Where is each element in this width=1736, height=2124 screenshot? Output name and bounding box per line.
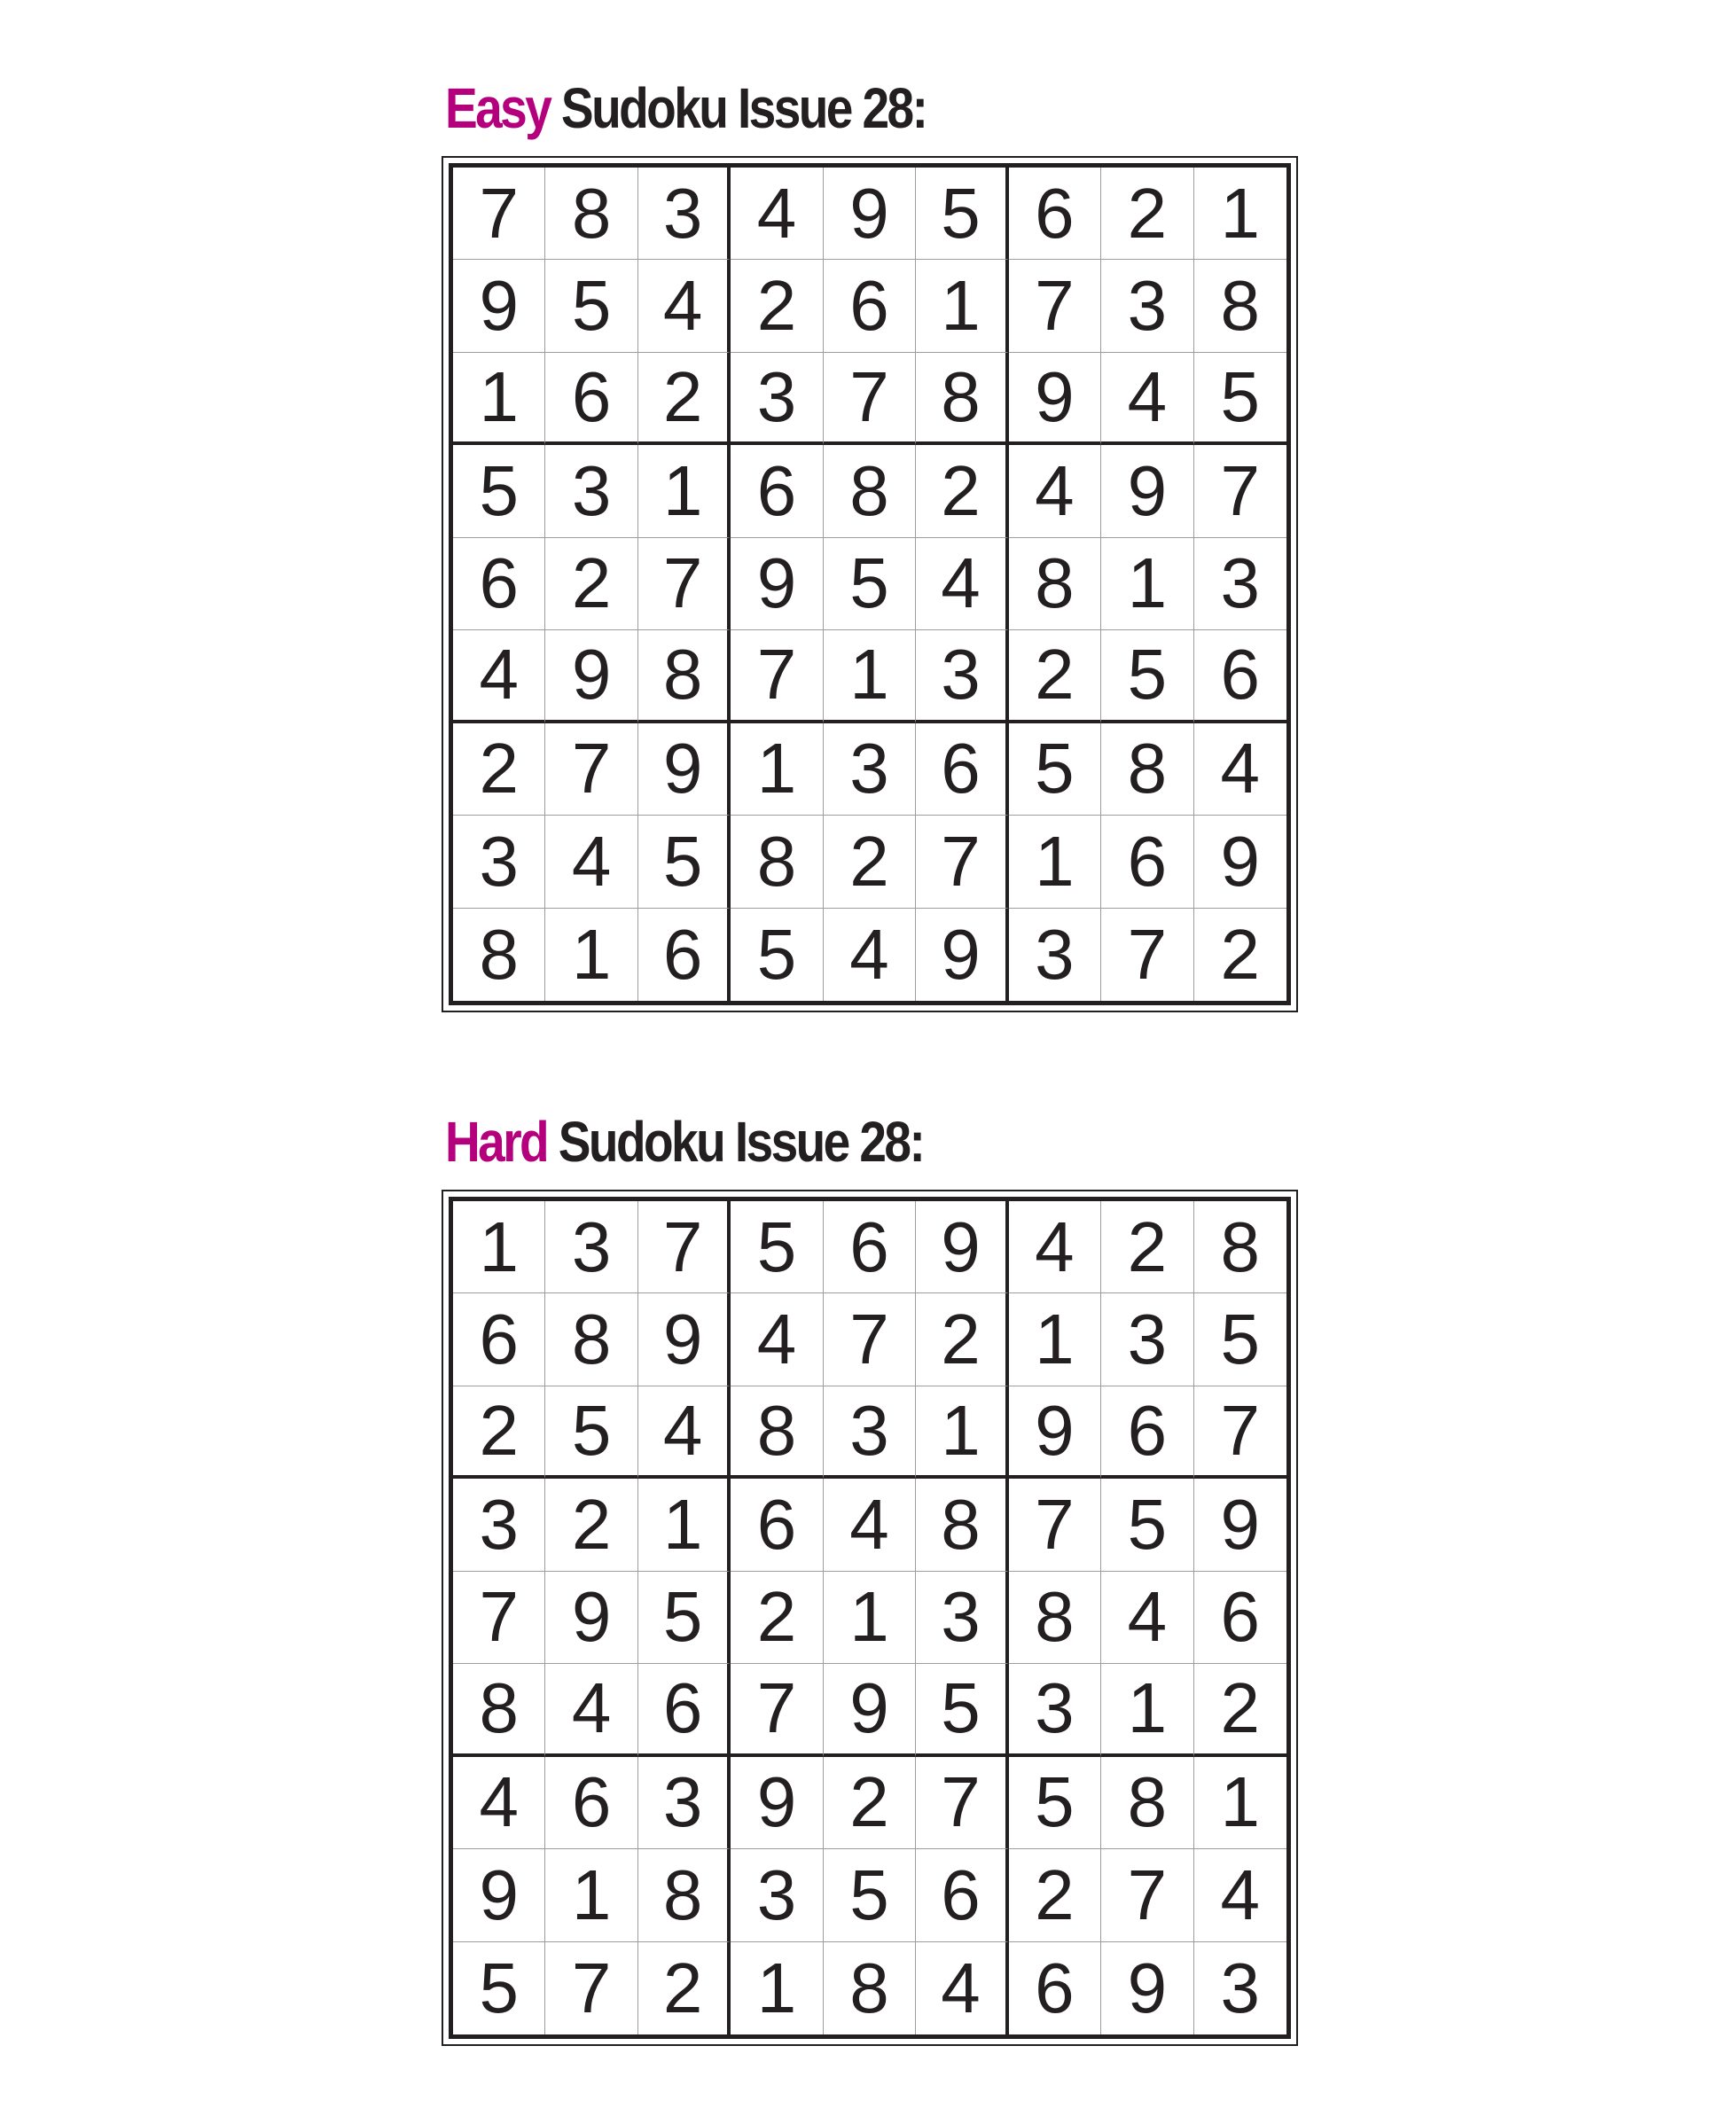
sudoku-cell-r5-c5: 1 (824, 1572, 916, 1664)
sudoku-cell-r1-c1: 7 (453, 168, 545, 260)
sudoku-cell-r1-c5: 9 (824, 168, 916, 260)
sudoku-cell-r8-c9: 9 (1194, 816, 1286, 908)
sudoku-cell-r6-c6: 5 (916, 1664, 1008, 1756)
sudoku-cell-r2-c7: 7 (1009, 260, 1101, 352)
sudoku-cell-r8-c7: 2 (1009, 1849, 1101, 1941)
sudoku-cell-r6-c8: 5 (1101, 630, 1193, 722)
sudoku-cell-r8-c9: 4 (1194, 1849, 1286, 1941)
sudoku-cell-r8-c8: 7 (1101, 1849, 1193, 1941)
sudoku-cell-r5-c1: 6 (453, 538, 545, 630)
sudoku-cell-r2-c5: 7 (824, 1293, 916, 1386)
sudoku-cell-r7-c5: 2 (824, 1757, 916, 1849)
sudoku-cell-r9-c1: 8 (453, 909, 545, 1001)
sudoku-cell-r9-c9: 2 (1220, 914, 1261, 994)
difficulty-label: Easy (445, 76, 551, 140)
sudoku-cell-r6-c5: 1 (824, 630, 916, 722)
sudoku-cell-r9-c9: 3 (1220, 1948, 1261, 2027)
sudoku-cell-r9-c4: 1 (731, 1942, 823, 2034)
sudoku-cell-r3-c7: 9 (1009, 353, 1101, 445)
sudoku-cell-r8-c3: 8 (638, 1849, 731, 1941)
sudoku-cell-r7-c3: 3 (638, 1757, 731, 1849)
sudoku-cell-r7-c4: 1 (731, 723, 823, 816)
sudoku-cell-r1-c5: 6 (824, 1201, 916, 1293)
sudoku-cell-r8-c6: 7 (916, 816, 1008, 908)
sudoku-cell-r6-c3: 8 (638, 630, 731, 722)
hard-sudoku-grid (449, 1197, 1291, 2039)
sudoku-cell-r7-c9: 1 (1194, 1757, 1286, 1849)
sudoku-cell-r9-c3: 6 (638, 909, 731, 1001)
sudoku-cell-r7-c2: 6 (545, 1757, 637, 1849)
sudoku-cell-r2-c9: 8 (1194, 260, 1286, 352)
sudoku-cell-r6-c7: 3 (1009, 1664, 1101, 1756)
sudoku-cell-r3-c4: 8 (731, 1386, 823, 1479)
sudoku-cell-r7-c1: 2 (453, 723, 545, 816)
sudoku-cell-r9-c7: 6 (1009, 1942, 1101, 2034)
sudoku-cell-r9-c2: 1 (545, 909, 637, 1001)
sudoku-cell-r6-c3: 6 (638, 1664, 731, 1756)
easy-sudoku-frame (442, 156, 1298, 1012)
sudoku-cell-r4-c7: 7 (1009, 1479, 1101, 1571)
sudoku-cell-r4-c8: 9 (1101, 445, 1193, 537)
sudoku-cell-r8-c5: 5 (824, 1849, 916, 1941)
sudoku-cell-r1-c4: 4 (731, 168, 823, 260)
sudoku-cell-r6-c5: 9 (824, 1664, 916, 1756)
sudoku-cell-r4-c3: 1 (638, 1479, 731, 1571)
sudoku-cell-r4-c9: 7 (1194, 445, 1286, 537)
sudoku-cell-r4-c3: 1 (638, 445, 731, 537)
sudoku-cell-r5-c8: 1 (1101, 538, 1193, 630)
sudoku-cell-r3-c5: 7 (824, 353, 916, 445)
sudoku-cell-r4-c2: 2 (545, 1479, 637, 1571)
sudoku-cell-r1-c6: 5 (916, 168, 1008, 260)
sudoku-cell-r3-c7: 9 (1009, 1386, 1101, 1479)
easy-sudoku-section (442, 69, 1298, 1012)
sudoku-cell-r1-c8: 2 (1101, 168, 1193, 260)
title-text: Sudoku Issue 28: (550, 76, 927, 140)
sudoku-cell-r7-c1: 4 (453, 1757, 545, 1849)
sudoku-cell-r8-c2: 1 (545, 1849, 637, 1941)
sudoku-cell-r7-c7: 5 (1009, 723, 1101, 816)
sudoku-cell-r6-c1: 8 (453, 1664, 545, 1756)
sudoku-cell-r2-c4: 2 (731, 260, 823, 352)
sudoku-cell-r3-c3: 4 (638, 1386, 731, 1479)
sudoku-cell-r1-c9: 1 (1194, 168, 1286, 260)
sudoku-cell-r5-c9: 6 (1194, 1572, 1286, 1664)
sudoku-cell-r3-c9: 7 (1194, 1386, 1286, 1479)
sudoku-cell-r4-c9: 9 (1194, 1479, 1286, 1571)
title-text: Sudoku Issue 28: (547, 1110, 924, 1174)
sudoku-cell-r5-c3: 7 (638, 538, 731, 630)
easy-sudoku-title (445, 69, 1178, 147)
sudoku-cell-r8-c4: 3 (731, 1849, 823, 1941)
sudoku-cell-r1-c2: 8 (545, 168, 637, 260)
sudoku-cell-r6-c9: 6 (1194, 630, 1286, 722)
sudoku-cell-r2-c5: 6 (824, 260, 916, 352)
sudoku-cell-r5-c3: 5 (638, 1572, 731, 1664)
sudoku-cell-r7-c6: 7 (916, 1757, 1008, 1849)
sudoku-cell-r3-c5: 3 (824, 1386, 916, 1479)
sudoku-cell-r3-c2: 5 (545, 1386, 637, 1479)
sudoku-cell-r2-c2: 5 (545, 260, 637, 352)
sudoku-cell-r1-c6: 9 (916, 1201, 1008, 1293)
sudoku-cell-r3-c8: 6 (1101, 1386, 1193, 1479)
sudoku-cell-r5-c5: 5 (824, 538, 916, 630)
sudoku-cell-r1-c9: 8 (1194, 1201, 1286, 1293)
sudoku-cell-r1-c2: 3 (545, 1201, 637, 1293)
sudoku-cell-r3-c1: 2 (453, 1386, 545, 1479)
sudoku-cell-r8-c6: 6 (916, 1849, 1008, 1941)
sudoku-cell-r5-c2: 2 (545, 538, 637, 630)
sudoku-cell-r3-c3: 2 (638, 353, 731, 445)
sudoku-cell-r7-c9: 4 (1194, 723, 1286, 816)
sudoku-cell-r2-c6: 1 (916, 260, 1008, 352)
sudoku-cell-r5-c1: 7 (453, 1572, 545, 1664)
sudoku-cell-r4-c8: 5 (1101, 1479, 1193, 1571)
difficulty-label: Hard (445, 1110, 548, 1174)
sudoku-cell-r6-c4: 7 (731, 1664, 823, 1756)
sudoku-cell-r7-c8: 8 (1101, 723, 1193, 816)
sudoku-cell-r6-c8: 1 (1101, 1664, 1193, 1756)
sudoku-cell-r7-c2: 7 (545, 723, 637, 816)
sudoku-cell-r2-c3: 9 (638, 1293, 731, 1386)
sudoku-cell-r6-c9: 2 (1194, 1664, 1286, 1756)
sudoku-cell-r1-c8: 2 (1101, 1201, 1193, 1293)
sudoku-cell-r3-c1: 1 (453, 353, 545, 445)
sudoku-cell-r4-c7: 4 (1009, 445, 1101, 537)
sudoku-cell-r1-c7: 4 (1009, 1201, 1101, 1293)
sudoku-cell-r8-c8: 6 (1101, 816, 1193, 908)
sudoku-cell-r9-c5: 4 (824, 909, 916, 1001)
sudoku-cell-r4-c1: 5 (453, 445, 545, 537)
sudoku-cell-r3-c6: 1 (916, 1386, 1008, 1479)
sudoku-cell-r9-c6: 4 (916, 1942, 1008, 2034)
sudoku-cell-r4-c4: 6 (731, 445, 823, 537)
sudoku-cell-r2-c7: 1 (1009, 1293, 1101, 1386)
sudoku-cell-r6-c1: 4 (453, 630, 545, 722)
sudoku-cell-r8-c5: 2 (824, 816, 916, 908)
sudoku-cell-r5-c6: 4 (916, 538, 1008, 630)
sudoku-cell-r9-c3: 2 (638, 1942, 731, 2034)
sudoku-cell-r2-c4: 4 (731, 1293, 823, 1386)
sudoku-cell-r7-c7: 5 (1009, 1757, 1101, 1849)
sudoku-cell-r1-c3: 7 (638, 1201, 731, 1293)
sudoku-cell-r1-c3: 3 (638, 168, 731, 260)
sudoku-cell-r7-c5: 3 (824, 723, 916, 816)
sudoku-cell-r5-c9: 3 (1194, 538, 1286, 630)
sudoku-cell-r2-c1: 6 (453, 1293, 545, 1386)
sudoku-cell-r9-c6: 9 (916, 909, 1008, 1001)
hard-sudoku-frame (442, 1190, 1298, 2046)
sudoku-cell-r2-c1: 9 (453, 260, 545, 352)
hard-sudoku-section (442, 1103, 1298, 2046)
sudoku-cell-r5-c4: 9 (731, 538, 823, 630)
easy-sudoku-grid (449, 163, 1291, 1005)
sudoku-cell-r3-c4: 3 (731, 353, 823, 445)
sudoku-cell-r8-c3: 5 (638, 816, 731, 908)
sudoku-cell-r7-c6: 6 (916, 723, 1008, 816)
sudoku-cell-r2-c8: 3 (1101, 260, 1193, 352)
sudoku-cell-r8-c2: 4 (545, 816, 637, 908)
sudoku-cell-r8-c7: 1 (1009, 816, 1101, 908)
sudoku-cell-r1-c1: 1 (453, 1201, 545, 1293)
sudoku-cell-r3-c2: 6 (545, 353, 637, 445)
sudoku-cell-r2-c9: 5 (1194, 1293, 1286, 1386)
sudoku-cell-r5-c8: 4 (1101, 1572, 1193, 1664)
sudoku-cell-r3-c8: 4 (1101, 353, 1193, 445)
sudoku-cell-r9-c8: 7 (1101, 909, 1193, 1001)
sudoku-cell-r2-c3: 4 (638, 260, 731, 352)
sudoku-cell-r6-c7: 2 (1009, 630, 1101, 722)
sudoku-cell-r9-c2: 7 (545, 1942, 637, 2034)
sudoku-cell-r4-c6: 8 (916, 1479, 1008, 1571)
sudoku-cell-r7-c8: 8 (1101, 1757, 1193, 1849)
sudoku-cell-r8-c1: 9 (453, 1849, 545, 1941)
sudoku-cell-r8-c1: 3 (453, 816, 545, 908)
sudoku-cell-r1-c7: 6 (1009, 168, 1101, 260)
sudoku-cell-r5-c6: 3 (916, 1572, 1008, 1664)
sudoku-cell-r3-c9: 5 (1194, 353, 1286, 445)
sudoku-cell-r6-c6: 3 (916, 630, 1008, 722)
sudoku-cell-r4-c5: 8 (824, 445, 916, 537)
sudoku-cell-r2-c8: 3 (1101, 1293, 1193, 1386)
sudoku-cell-r6-c2: 4 (545, 1664, 637, 1756)
sudoku-cell-r5-c4: 2 (731, 1572, 823, 1664)
sudoku-cell-r9-c4: 5 (731, 909, 823, 1001)
sudoku-cell-r1-c4: 5 (731, 1201, 823, 1293)
sudoku-cell-r7-c3: 9 (638, 723, 731, 816)
sudoku-cell-r6-c2: 9 (545, 630, 637, 722)
sudoku-cell-r8-c4: 8 (731, 816, 823, 908)
sudoku-cell-r9-c7: 3 (1009, 909, 1101, 1001)
sudoku-cell-r9-c8: 9 (1101, 1942, 1193, 2034)
sudoku-cell-r3-c6: 8 (916, 353, 1008, 445)
sudoku-cell-r2-c2: 8 (545, 1293, 637, 1386)
sudoku-cell-r4-c4: 6 (731, 1479, 823, 1571)
sudoku-cell-r6-c4: 7 (731, 630, 823, 722)
sudoku-cell-r5-c7: 8 (1009, 538, 1101, 630)
sudoku-cell-r4-c6: 2 (916, 445, 1008, 537)
sudoku-cell-r4-c1: 3 (453, 1479, 545, 1571)
sudoku-cell-r9-c5: 8 (824, 1942, 916, 2034)
sudoku-cell-r4-c5: 4 (824, 1479, 916, 1571)
sudoku-cell-r9-c1: 5 (453, 1942, 545, 2034)
sudoku-cell-r4-c2: 3 (545, 445, 637, 537)
sudoku-cell-r5-c2: 9 (545, 1572, 637, 1664)
sudoku-cell-r7-c4: 9 (731, 1757, 823, 1849)
sudoku-cell-r2-c6: 2 (916, 1293, 1008, 1386)
hard-sudoku-title (445, 1103, 1178, 1181)
sudoku-cell-r5-c7: 8 (1009, 1572, 1101, 1664)
